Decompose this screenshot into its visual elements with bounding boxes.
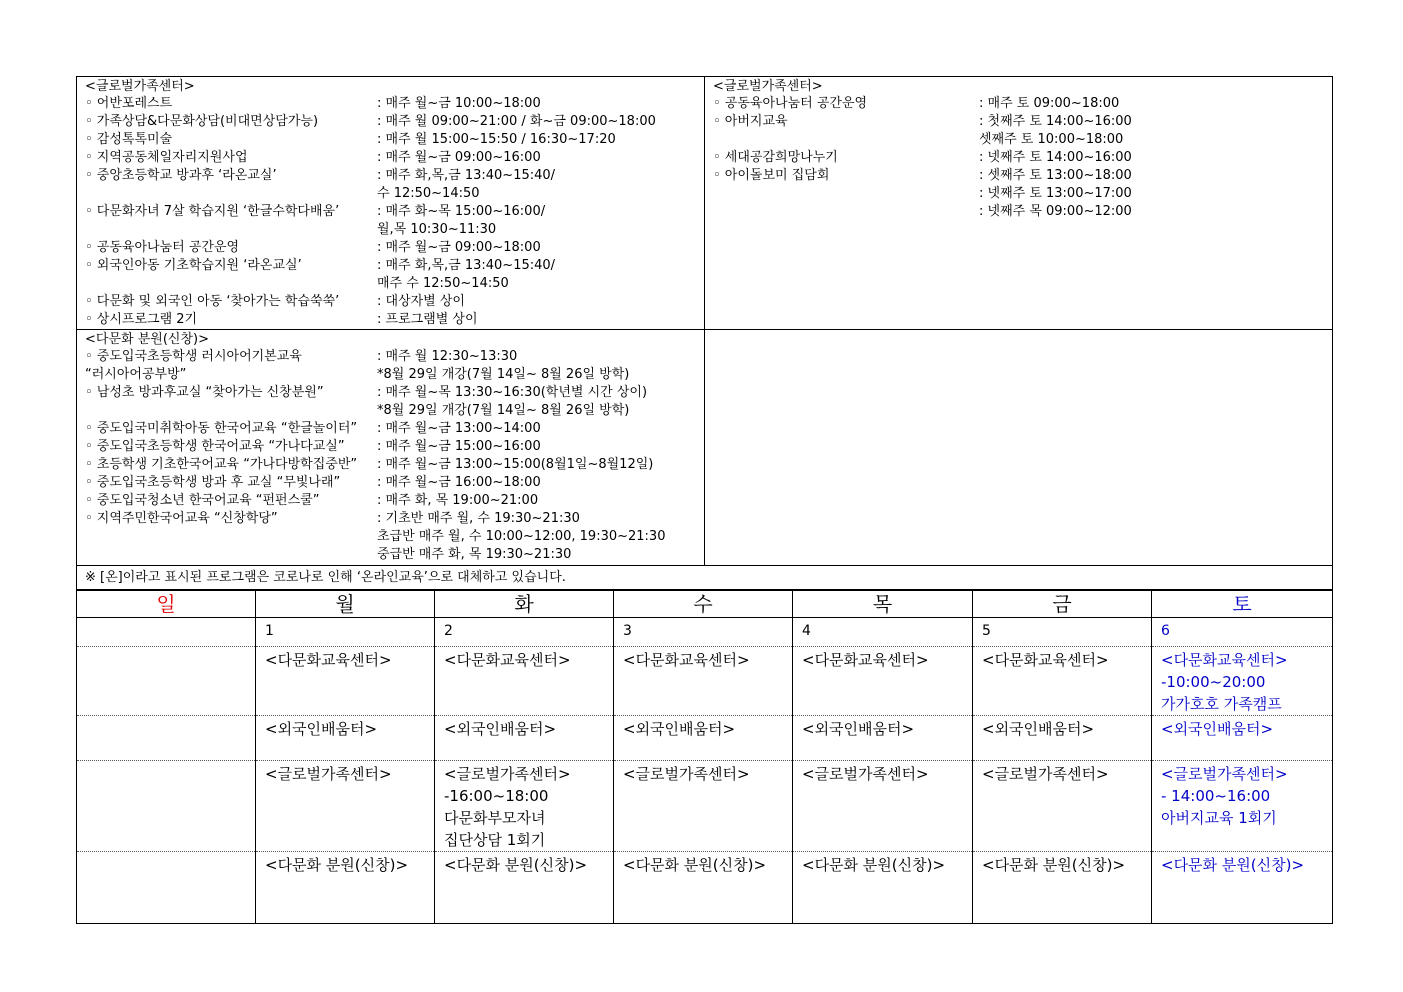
program-name <box>85 275 377 293</box>
event-detail: - 14:00~16:00 <box>1161 787 1271 805</box>
program-name <box>85 402 377 420</box>
date-cell: 5 <box>973 618 1152 647</box>
section-title: <글로벌가족센터> <box>713 79 823 94</box>
event-center-name: <외국인배움터> <box>265 720 378 738</box>
program-row <box>85 474 700 492</box>
program-schedule: : 넷째주 토 14:00~16:00 <box>979 150 1132 165</box>
program-schedule: : 매주 월~금 15:00~16:00 <box>377 439 541 454</box>
program-name: ◦ 외국인아동 기초학습지원 ‘라온교실’ <box>85 258 302 273</box>
program-row <box>85 203 700 221</box>
event-center-name: <외국인배움터> <box>444 720 557 738</box>
program-schedule: : 매주 토 09:00~18:00 <box>979 96 1120 111</box>
schedule-document <box>76 76 1332 924</box>
empty-cell <box>705 330 1333 566</box>
program-name <box>713 185 979 203</box>
program-name: ◦ 중도입국초등학생 한국어교육 “가나다교실” <box>85 439 345 454</box>
calendar-event-cell <box>614 647 793 716</box>
program-name: ◦ 지역공동체일자리지원사업 <box>85 150 248 165</box>
program-row <box>85 546 700 564</box>
program-row <box>713 203 1328 221</box>
calendar-event-cell <box>973 716 1152 761</box>
program-schedule: 중급반 매주 화, 목 19:30~21:30 <box>377 547 572 562</box>
program-name <box>85 221 377 239</box>
program-name: ◦ 다문화자녀 7살 학습지원 ‘한글수학다배움’ <box>85 204 340 219</box>
program-name: ◦ 중도입국미취학아동 한국어교육 “한글놀이터” <box>85 421 358 436</box>
program-schedule: 수 12:50~14:50 <box>377 186 480 201</box>
event-detail: 다문화부모자녀 <box>444 809 546 827</box>
event-center-name: <글로벌가족센터> <box>444 765 571 783</box>
program-name: ◦ 공동육아나눔터 공간운영 <box>713 96 868 111</box>
program-row <box>85 492 700 510</box>
program-name: ◦ 상시프로그램 2기 <box>85 312 198 327</box>
multicultural-branch-cell <box>77 330 705 566</box>
program-schedule: : 매주 월 15:00~15:50 / 16:30~17:20 <box>377 132 616 147</box>
program-schedule: : 기초반 매주 월, 수 19:30~21:30 <box>377 511 580 526</box>
event-center-name: <외국인배움터> <box>623 720 736 738</box>
calendar-event-cell <box>435 647 614 716</box>
event-center-name: <다문화 분원(신창)> <box>802 856 946 874</box>
event-detail: 집단상담 1회기 <box>444 831 546 849</box>
calendar-event-cell <box>435 852 614 924</box>
event-center-name: <다문화교육센터> <box>444 651 571 669</box>
program-schedule: : 매주 화, 목 19:00~21:00 <box>377 493 539 508</box>
event-center-name: <글로벌가족센터> <box>982 765 1109 783</box>
program-schedule: : 매주 월~금 10:00~18:00 <box>377 96 541 111</box>
event-center-name: <다문화 분원(신창)> <box>982 856 1126 874</box>
program-name: “러시아어공부방” <box>85 367 187 382</box>
event-center-name: <글로벌가족센터> <box>623 765 750 783</box>
weekday-header: 금 <box>973 591 1152 618</box>
program-schedule: 매주 수 12:50~14:50 <box>377 276 509 291</box>
program-name: ◦ 어반포레스트 <box>85 96 173 111</box>
calendar-event-cell <box>614 852 793 924</box>
program-schedule: : 매주 화~목 15:00~16:00/ <box>377 204 546 219</box>
program-name: ◦ 감성톡톡미술 <box>85 132 173 147</box>
program-schedule: : 매주 월~금 13:00~14:00 <box>377 421 541 436</box>
calendar-event-cell <box>256 647 435 716</box>
program-row <box>713 95 1328 113</box>
event-center-name: <다문화교육센터> <box>265 651 392 669</box>
calendar-event-cell <box>793 647 973 716</box>
program-schedule: *8월 29일 개강(7월 14일~ 8월 26일 방학) <box>377 403 630 418</box>
event-center-name: <다문화교육센터> <box>1161 651 1288 669</box>
weekday-header: 수 <box>614 591 793 618</box>
program-row <box>713 113 1328 131</box>
program-row <box>85 402 700 420</box>
program-row <box>85 185 700 203</box>
event-center-name: <외국인배움터> <box>982 720 1095 738</box>
program-row <box>85 456 700 474</box>
calendar-event-cell <box>1152 852 1333 924</box>
calendar-event-cell <box>614 761 793 852</box>
program-row <box>85 438 700 456</box>
program-name: ◦ 아이돌보미 집담회 <box>713 168 830 183</box>
program-name: ◦ 가족상담&다문화상담(비대면상담가능) <box>85 114 319 129</box>
program-name: ◦ 세대공감희망나누기 <box>713 150 838 165</box>
program-name: ◦ 초등학생 기초한국어교육 “가나다방학집중반” <box>85 457 358 472</box>
program-row <box>85 167 700 185</box>
program-name <box>85 528 377 546</box>
program-name <box>85 185 377 203</box>
program-row <box>85 239 700 257</box>
program-schedule: : 매주 월~금 09:00~18:00 <box>377 240 541 255</box>
weekday-header: 목 <box>793 591 973 618</box>
event-detail: 아버지교육 1회기 <box>1161 809 1277 827</box>
calendar-event-cell <box>256 761 435 852</box>
event-center-name: <다문화 분원(신창)> <box>444 856 588 874</box>
program-row <box>85 311 700 329</box>
program-name: ◦ 중도입국청소년 한국어교육 “펀펀스쿨” <box>85 493 320 508</box>
calendar-event-cell <box>793 852 973 924</box>
date-cell: 4 <box>793 618 973 647</box>
program-schedule: 초급반 매주 월, 수 10:00~12:00, 19:30~21:30 <box>377 529 666 544</box>
program-schedule: : 프로그램별 상이 <box>377 312 478 327</box>
program-schedule: : 매주 화,목,금 13:40~15:40/ <box>377 258 556 273</box>
event-center-name: <다문화교육센터> <box>802 651 929 669</box>
calendar-event-cell <box>77 761 256 852</box>
weekday-header: 토 <box>1152 591 1333 618</box>
program-row <box>85 95 700 113</box>
program-row <box>713 167 1328 185</box>
section-title: <글로벌가족센터> <box>85 79 195 94</box>
program-name: ◦ 중앙초등학교 방과후 ‘라온교실’ <box>85 168 277 183</box>
program-row <box>85 348 700 366</box>
event-center-name: <글로벌가족센터> <box>802 765 929 783</box>
event-center-name: <글로벌가족센터> <box>1161 765 1288 783</box>
event-center-name: <다문화교육센터> <box>982 651 1109 669</box>
program-row <box>85 113 700 131</box>
event-detail: 가가호호 가족캠프 <box>1161 695 1282 713</box>
program-row <box>85 257 700 275</box>
calendar-event-cell <box>614 716 793 761</box>
calendar-event-cell <box>77 852 256 924</box>
program-schedule: : 매주 월~목 13:30~16:30(학년별 시간 상이) <box>377 385 648 400</box>
program-schedule: : 매주 월~금 16:00~18:00 <box>377 475 541 490</box>
calendar-event-cell <box>77 647 256 716</box>
calendar-event-cell <box>1152 716 1333 761</box>
event-center-name: <다문화교육센터> <box>623 651 750 669</box>
program-name: ◦ 공동육아나눔터 공간운영 <box>85 240 240 255</box>
program-name <box>85 546 377 564</box>
program-name <box>713 131 979 149</box>
weekday-header: 일 <box>77 591 256 618</box>
event-detail: -16:00~18:00 <box>444 787 549 805</box>
program-name: ◦ 남성초 방과후교실 “찾아가는 신창분원” <box>85 385 324 400</box>
program-row <box>713 149 1328 167</box>
program-name: ◦ 아버지교육 <box>713 114 788 129</box>
date-cell: 3 <box>614 618 793 647</box>
event-center-name: <다문화 분원(신창)> <box>623 856 767 874</box>
calendar-event-cell <box>1152 647 1333 716</box>
program-row <box>85 384 700 402</box>
calendar-event-cell <box>435 716 614 761</box>
weekly-calendar <box>76 590 1333 924</box>
event-center-name: <다문화 분원(신창)> <box>1161 856 1305 874</box>
program-row <box>85 275 700 293</box>
event-center-name: <글로벌가족센터> <box>265 765 392 783</box>
program-name: ◦ 중도입국초등학생 러시아어기본교육 <box>85 349 302 364</box>
calendar-event-cell <box>256 716 435 761</box>
calendar-event-cell <box>256 852 435 924</box>
program-schedule: 셋째주 토 10:00~18:00 <box>979 132 1124 147</box>
calendar-event-cell <box>973 761 1152 852</box>
date-cell: 2 <box>435 618 614 647</box>
online-notice: ※ [온]이라고 표시된 프로그램은 코로나로 인해 ‘온라인교육’으로 대체하고 있습니다. <box>77 566 1333 590</box>
event-center-name: <외국인배움터> <box>802 720 915 738</box>
program-schedule: : 넷째주 토 13:00~17:00 <box>979 186 1132 201</box>
program-row <box>85 131 700 149</box>
program-schedule: 월,목 10:30~11:30 <box>377 222 497 237</box>
program-row <box>85 221 700 239</box>
program-row <box>85 149 700 167</box>
calendar-event-cell <box>973 852 1152 924</box>
program-name: ◦ 중도입국초등학생 방과 후 교실 “무빛나래” <box>85 475 341 490</box>
program-schedule: : 매주 화,목,금 13:40~15:40/ <box>377 168 556 183</box>
calendar-event-cell <box>77 716 256 761</box>
date-cell <box>77 618 256 647</box>
program-schedule: : 매주 월~금 09:00~16:00 <box>377 150 541 165</box>
event-detail: -10:00~20:00 <box>1161 673 1266 691</box>
program-schedule: : 매주 월 12:30~13:30 <box>377 349 518 364</box>
event-center-name: <다문화 분원(신창)> <box>265 856 409 874</box>
program-row <box>85 420 700 438</box>
program-row <box>713 131 1328 149</box>
program-row <box>85 528 700 546</box>
date-cell: 6 <box>1152 618 1333 647</box>
program-schedule: : 첫째주 토 14:00~16:00 <box>979 114 1132 129</box>
program-name: ◦ 다문화 및 외국인 아동 ‘찾아가는 학습쑥쑥’ <box>85 294 340 309</box>
weekday-header: 화 <box>435 591 614 618</box>
program-row <box>85 510 700 528</box>
program-row <box>85 366 700 384</box>
event-center-name: <외국인배움터> <box>1161 720 1274 738</box>
program-row <box>713 185 1328 203</box>
program-row <box>85 293 700 311</box>
global-family-center-saturday-cell <box>705 77 1333 330</box>
calendar-event-cell <box>435 761 614 852</box>
calendar-event-cell <box>793 716 973 761</box>
program-name <box>713 203 979 221</box>
date-cell: 1 <box>256 618 435 647</box>
calendar-event-cell <box>1152 761 1333 852</box>
global-family-center-weekday-cell <box>77 77 705 330</box>
calendar-event-cell <box>973 647 1152 716</box>
program-info-table <box>76 76 1333 590</box>
program-schedule: : 넷째주 목 09:00~12:00 <box>979 204 1132 219</box>
program-schedule: : 매주 월~금 13:00~15:00(8월1일~8월12일) <box>377 457 654 472</box>
program-schedule: *8월 29일 개강(7월 14일~ 8월 26일 방학) <box>377 367 630 382</box>
calendar-event-cell <box>793 761 973 852</box>
program-schedule: : 매주 월 09:00~21:00 / 화~금 09:00~18:00 <box>377 114 656 129</box>
program-schedule: : 대상자별 상이 <box>377 294 465 309</box>
section-title: <다문화 분원(신창)> <box>85 332 209 347</box>
program-schedule: : 셋째주 토 13:00~18:00 <box>979 168 1132 183</box>
weekday-header: 월 <box>256 591 435 618</box>
program-name: ◦ 지역주민한국어교육 “신창학당” <box>85 511 278 526</box>
